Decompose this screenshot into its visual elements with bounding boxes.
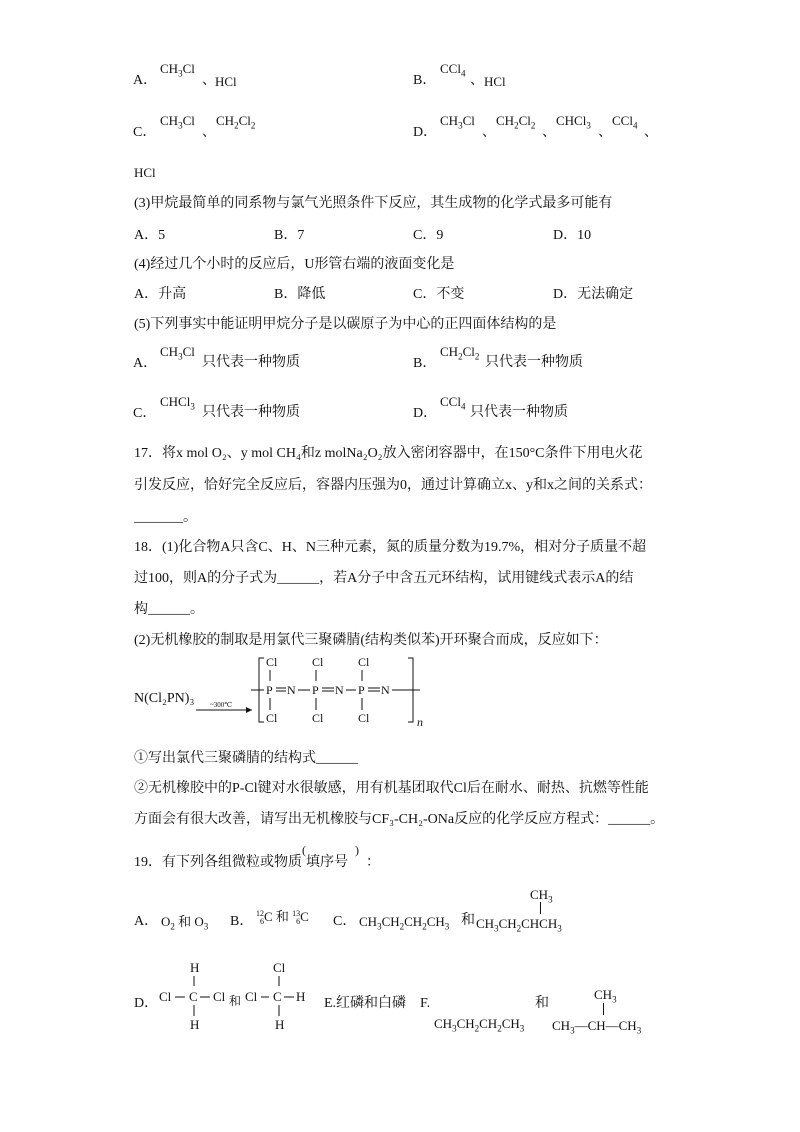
formula-o2-o3: $O_2$ 和 $O_3$ [161,914,209,932]
q18-line4: (2)无机橡胶的制取是用氯代三聚磷腈(结构类似苯)开环聚合而成，反应如下： [134,633,608,648]
formula-butane: $CH_3CH_2CH_2CH_3$ [359,914,450,932]
and-word: 和 [461,913,475,928]
separator: 、 [470,73,484,88]
svg-text:Cl: Cl [266,711,278,725]
formula-butane: $CH_3CH_2CH_2CH_3$ [434,1016,525,1034]
formula-chcl3: CHCl$_3$ [160,394,195,412]
svg-text:Cl: Cl [312,655,324,669]
option-a: A．5 [134,228,166,243]
reactant-formula: N(Cl₂PN)₃ [134,691,195,706]
option-b: B．7 [274,228,305,243]
q18-line1: 18．(1)化合物A只含C、H、N三种元素，氮的质量分数为19.7%，相对分子质量不超 [134,540,647,555]
svg-text:Cl: Cl [245,989,258,1004]
svg-text:H: H [190,1017,200,1032]
formula-hcl: HCl [134,165,156,180]
option-letter: B． [413,73,437,88]
formula-ch3cl: $CH_3Cl$ [160,344,195,362]
q17-answer-blank: _______。 [134,510,197,525]
option-letter: D． [413,125,438,140]
q18-line3: 构______。 [134,602,204,617]
separator: 、 [482,125,496,140]
separator: 、 [542,125,556,140]
formula-ch2cl2: $CH_2Cl_2$ [440,344,480,362]
formula-ch3cl: $CH_3Cl$ [440,113,475,131]
option-letter: A． [133,73,158,88]
svg-text:Cl: Cl [159,989,172,1004]
formula-chcl3: CHCl$_3$ [556,113,591,131]
isotopes-carbon: 12 6C 和 13 6C [256,909,309,926]
option-letter: B． [413,356,437,371]
q17-line2: 引发反应，恰好完全反应后，容器内压强为0，通过计算确立x、y和x之间的关系式： [134,478,652,493]
option-letter: D． [413,406,438,421]
option-c: C．不变 [413,287,465,302]
q19-stem: 19．有下列各组微粒或物质 [134,855,302,870]
svg-text:P: P [312,683,319,697]
svg-text:P: P [358,683,365,697]
svg-text:N: N [381,683,390,697]
option-letter: B． [230,914,254,929]
formula-ch3cl: $CH_3Cl$ [160,113,195,131]
option-letter: D． [134,996,159,1011]
q18-line5: ①写出氯代三聚磷腈的结构式______ [134,751,358,766]
q17-line1: 17．将x mol O₂、y mol CH₄和z molNa₂O₂放入密闭容器中，在150°C条件下用电火花 [134,446,643,461]
q18-line7: 方面会有很大改善，请写出无机橡胶与CF₃-CH₂-ONa反应的化学反应方程式：______。 [134,812,665,827]
q19-colon: ： [366,855,380,870]
reaction-condition: ~300℃ [210,701,233,709]
option-d: D．无法确定 [553,287,634,302]
svg-text:Cl: Cl [312,711,324,725]
svg-text:P: P [266,683,273,697]
svg-text:C: C [273,989,282,1004]
separator: 、 [202,73,216,88]
formula-ch2cl2: $CH_2Cl_2$ [496,113,536,131]
separator: 、 [202,125,216,140]
option-text: 只代表一种物质 [470,405,568,420]
svg-text:Cl: Cl [273,960,286,975]
bond-line [540,902,541,914]
option-letter: A． [134,914,159,929]
option-letter: C． [333,914,357,929]
formula-ccl4: CCl$_4$ [440,394,466,412]
formula-isobutane-chain: $CH_3—CH—CH_3$ [552,1018,642,1036]
svg-text:Cl: Cl [213,989,226,1004]
bond-line [603,1003,604,1015]
methyl-branch: $CH_3$ [530,887,553,905]
option-text: 只代表一种物质 [202,405,300,420]
formula-hcl: HCl [215,74,237,89]
option-text: 只代表一种物质 [485,355,583,370]
formula-ccl4: CCl$_4$ [612,113,638,131]
svg-text:n: n [417,715,423,729]
q19-hint: 填序号 [306,855,348,870]
question-stem: (4)经过几个小时的反应后，U形管右端的液面变化是 [134,257,455,272]
option-text: 只代表一种物质 [202,355,300,370]
formula-ch3cl: $CH_3Cl$ [160,61,195,79]
and-word: 和 [535,996,549,1011]
formula-ccl4: CCl$_4$ [440,61,466,79]
svg-text:Cl: Cl [358,655,370,669]
svg-text:N: N [335,683,344,697]
option-e: E.红磷和白磷 [324,996,407,1011]
option-letter: C． [133,406,157,421]
option-a: A．升高 [134,287,187,302]
separator: 、 [644,125,658,140]
svg-text:C: C [189,989,198,1004]
option-b: B．降低 [274,287,326,302]
q18-line6: ②无机橡胶中的P-Cl键对水很敏感，用有机基团取代Cl后在耐水、耐热、抗燃等性能 [134,781,649,796]
formula-isopentane-chain: $CH_3CH_2CHCH_3$ [476,916,562,934]
question-stem: (3)甲烷最简单的同系物与氯气光照条件下反应，其生成物的化学式最多可能有 [134,196,613,211]
formula-hcl: HCl [484,74,506,89]
option-letter: A． [133,356,158,371]
question-stem: (5)下列事实中能证明甲烷分子是以碳原子为中心的正四面体结构的是 [134,317,557,332]
polymer-structure-diagram [190,650,430,730]
svg-text:Cl: Cl [358,711,370,725]
svg-text:Cl: Cl [266,655,278,669]
svg-text:N: N [287,683,296,697]
option-c: C．9 [413,228,444,243]
q18-line2: 过100，则A的分子式为______，若A分子中含五元环结构，试用键线式表示A的结 [134,571,634,586]
formula-ch2cl2: $CH_2Cl_2$ [216,113,256,131]
and-word: 和 [229,994,242,1008]
option-letter: F. [420,996,431,1011]
option-d: D．10 [553,228,592,243]
svg-text:H: H [190,960,200,975]
paren-close: ) [355,843,359,857]
svg-text:H: H [296,989,306,1004]
separator: 、 [598,125,612,140]
dichloromethane-structures [155,958,325,1038]
svg-text:H: H [275,1017,285,1032]
methyl-branch: $CH_3$ [594,987,617,1005]
paren-open: ( [302,843,306,857]
option-letter: C． [133,125,157,140]
